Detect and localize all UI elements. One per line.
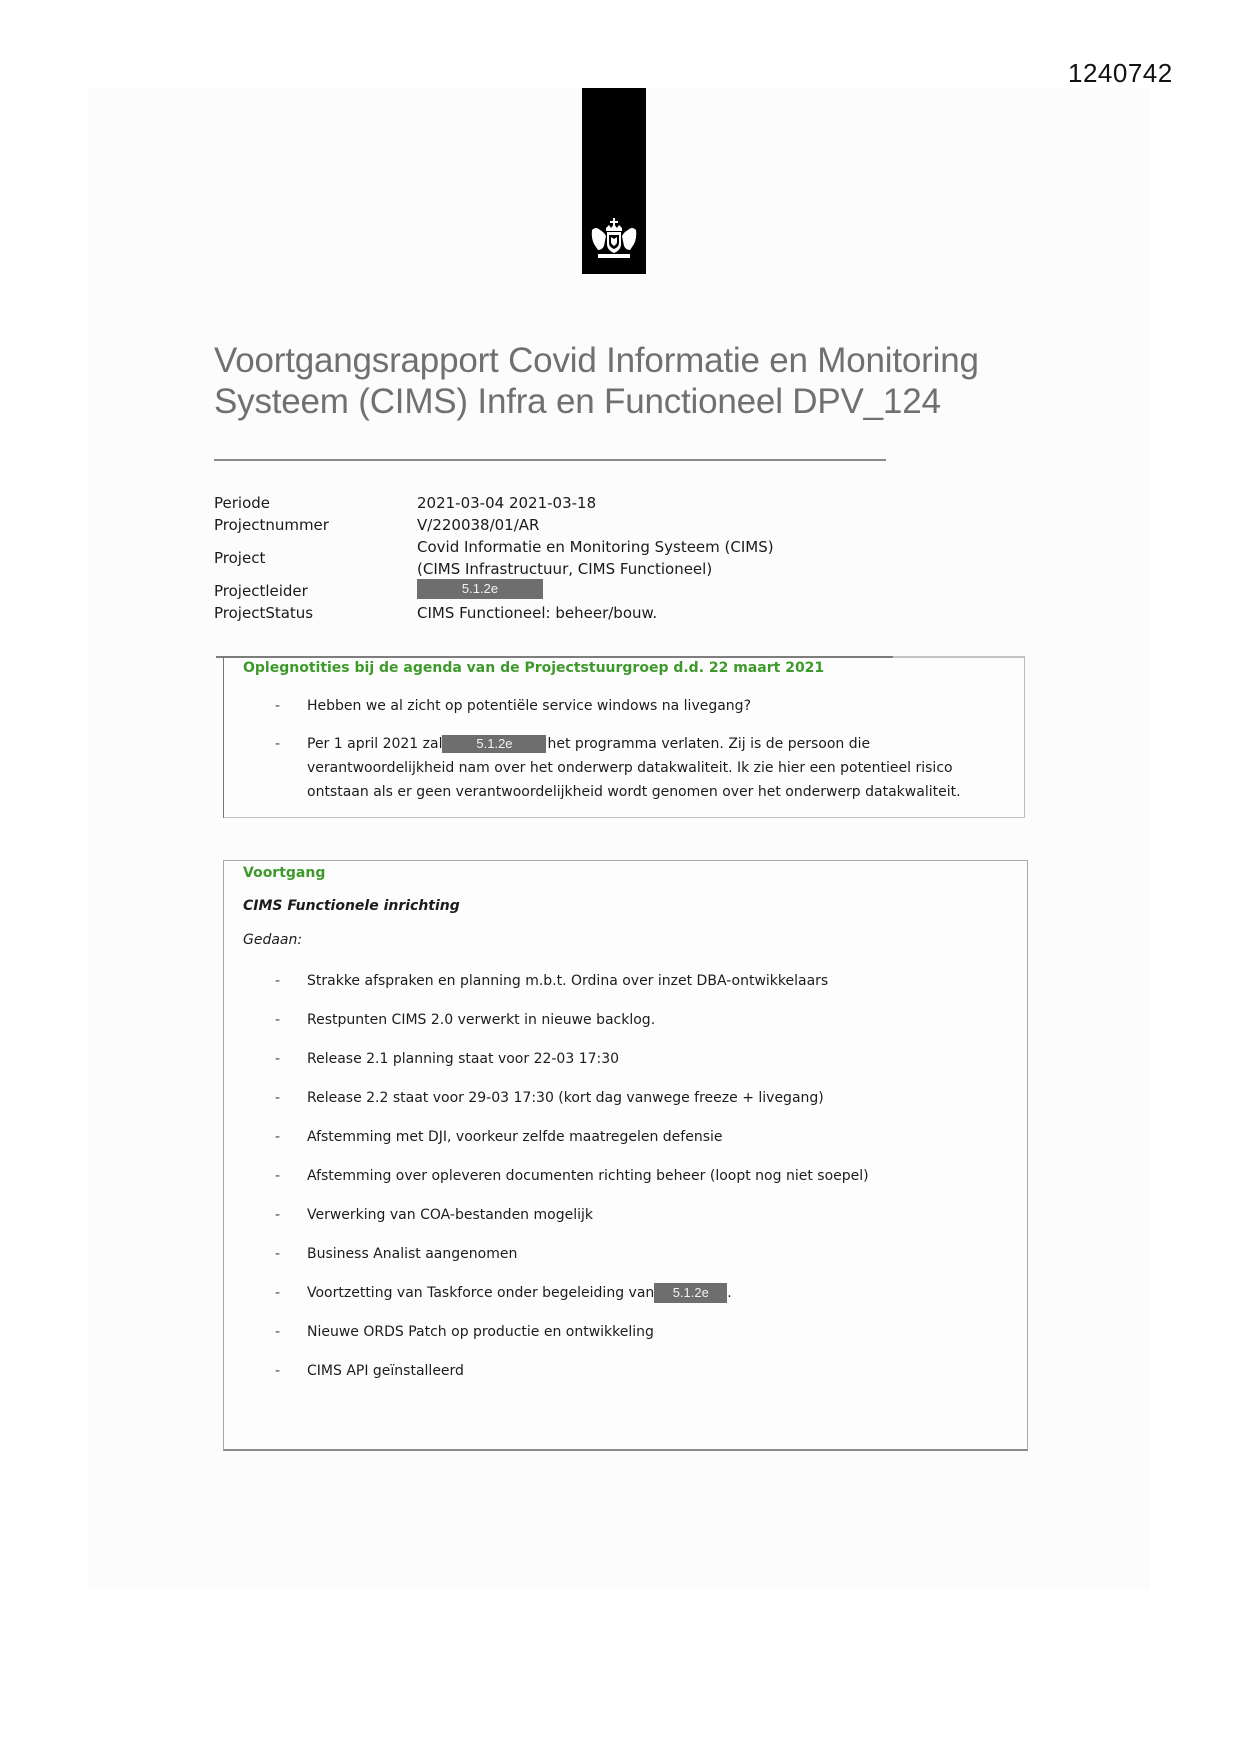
government-logo: [582, 88, 646, 274]
project-value-line-1: Covid Informatie en Monitoring Systeem (CIMS): [417, 538, 774, 556]
list-item: - CIMS API geïnstalleerd: [275, 1363, 464, 1379]
list-item: - Release 2.1 planning staat voor 22-03 17:30: [275, 1051, 620, 1067]
report-title: [214, 340, 1044, 422]
box-border: [216, 656, 893, 658]
bullet-dash: -: [275, 1363, 281, 1379]
done-list: [234, 971, 1014, 1400]
meta-row-projectleider: [214, 580, 774, 602]
bullet-dash: -: [275, 973, 281, 989]
list-item: - Per 1 april 2021 zal 5.1.2e het programma verlaten. Zij is de persoon die verantwoordelijkheid nam over het onderwerp datakwaliteit. Ik zie hier een potentieel risico ontstaan als er geen verantwoordelijkheid wordt genomen over het onderwerp datakwaliteit.: [234, 732, 1014, 804]
periode-value: 2021-03-04 2021-03-18: [417, 494, 597, 512]
project-value-line-2: (CIMS Infrastructuur, CIMS Functioneel): [417, 560, 713, 578]
project-value: [417, 536, 774, 580]
bullet-dash: -: [275, 1051, 281, 1067]
title-line-1: Voortgangsrapport Covid Informatie en Monitoring: [214, 341, 979, 380]
list-item: - Restpunten CIMS 2.0 verwerkt in nieuwe backlog.: [275, 1012, 656, 1028]
list-item: - Voortzetting van Taskforce onder begeleiding van 5.1.2e .: [275, 1285, 732, 1301]
bullet-dash: -: [275, 1129, 281, 1145]
meta-row-projectstatus: [214, 602, 774, 624]
redaction-box: 5.1.2e: [417, 579, 543, 599]
progress-heading: Voortgang: [243, 865, 326, 881]
bullet-dash: -: [275, 1168, 281, 1184]
list-item: - Nieuwe ORDS Patch op productie en ontwikkeling: [275, 1324, 654, 1340]
project-metadata-table: [214, 492, 774, 624]
bullet-dash: -: [275, 1246, 281, 1262]
projectstatus-label: ProjectStatus: [214, 604, 314, 622]
list-item: - Afstemming over opleveren documenten richting beheer (loopt nog niet soepel): [275, 1168, 869, 1184]
redaction-box: 5.1.2e: [654, 1283, 727, 1303]
meta-row-projectnummer: [214, 514, 774, 536]
project-label: Project: [214, 549, 266, 567]
bullet-dash: -: [275, 1012, 281, 1028]
box-border: [893, 656, 1024, 658]
meta-row-periode: [214, 492, 774, 514]
list-item: - Business Analist aangenomen: [275, 1246, 518, 1262]
redaction-box: 5.1.2e: [442, 735, 546, 753]
done-label: Gedaan:: [243, 932, 303, 948]
bullet-dash: -: [275, 1285, 281, 1301]
bullet-dash: -: [275, 1207, 281, 1223]
title-line-2: Systeem (CIMS) Infra en Functioneel DPV_124: [214, 382, 941, 421]
projectleider-label: Projectleider: [214, 582, 308, 600]
projectnummer-label: Projectnummer: [214, 516, 329, 534]
list-item: - Strakke afspraken en planning m.b.t. Ordina over inzet DBA-ontwikkelaars: [275, 973, 829, 989]
agenda-notes-list: [234, 694, 1014, 818]
progress-box: [223, 860, 1028, 1451]
title-divider: [214, 459, 886, 461]
box-border: [223, 656, 224, 818]
list-item: - Release 2.2 staat voor 29-03 17:30 (kort dag vanwege freeze + livegang): [275, 1090, 824, 1106]
periode-label: Periode: [214, 494, 271, 512]
agenda-notes-heading: Oplegnotities bij de agenda van de Projectstuurgroep d.d. 22 maart 2021: [243, 660, 825, 676]
agenda-notes-box: [223, 656, 1025, 818]
bullet-dash: -: [275, 698, 281, 714]
meta-row-project: [214, 536, 774, 580]
document-number: 1240742: [1068, 58, 1173, 88]
list-item: - Afstemming met DJI, voorkeur zelfde maatregelen defensie: [275, 1129, 723, 1145]
projectstatus-value: CIMS Functioneel: beheer/bouw.: [417, 604, 658, 622]
projectnummer-value: V/220038/01/AR: [417, 516, 540, 534]
bullet-dash: -: [275, 1090, 281, 1106]
dutch-government-crest-icon: [586, 216, 642, 262]
bullet-dash: -: [275, 1324, 281, 1340]
list-item: - Hebben we al zicht op potentiële service windows na livegang?: [234, 694, 1014, 718]
bullet-dash: -: [275, 736, 281, 752]
progress-subheading: CIMS Functionele inrichting: [243, 898, 460, 914]
list-item: - Verwerking van COA-bestanden mogelijk: [275, 1207, 593, 1223]
